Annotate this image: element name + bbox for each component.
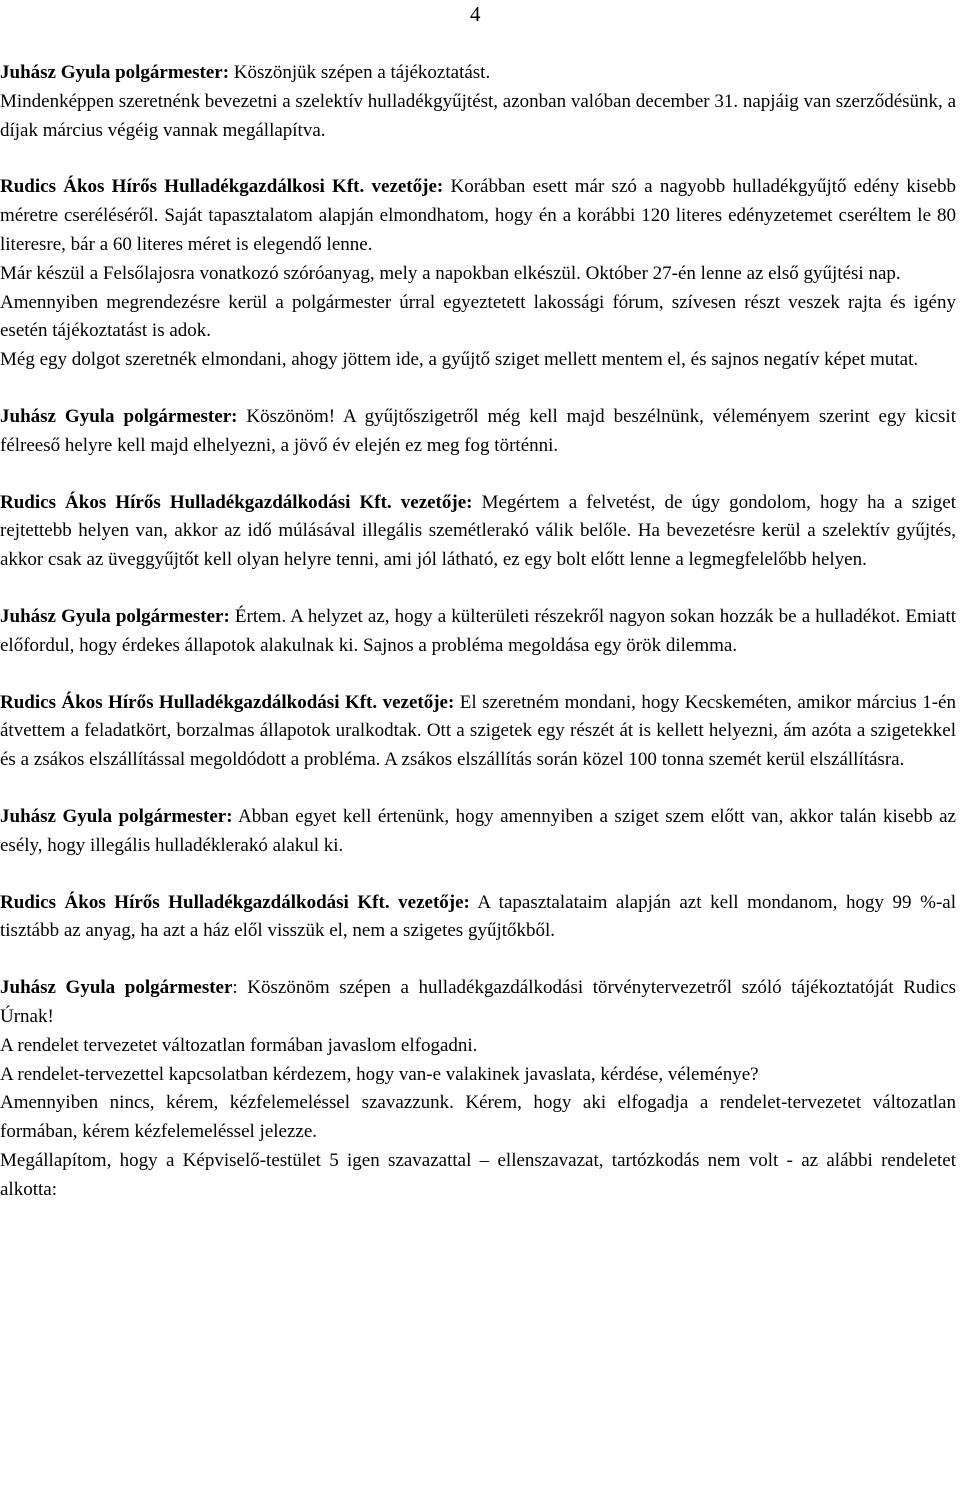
paragraph	[0, 974, 956, 1032]
paragraph	[0, 289, 956, 347]
paragraph-text: A rendelet-tervezettel kapcsolatban kérdezem, hogy van-e valakinek javaslata, kérdése, véleménye?	[0, 1063, 759, 1085]
paragraph	[0, 1147, 956, 1205]
paragraph	[0, 1032, 956, 1061]
paragraph-text: Abban egyet kell értenünk, hogy amennyiben a sziget szem előtt van, akkor talán kisebb az esély, hogy illegális hulladéklerakó alakul ki.	[0, 805, 956, 856]
paragraph-text: Még egy dolgot szeretnék elmondani, ahogy jöttem ide, a gyűjtő sziget mellett mentem el, és sajnos negatív képet mutat.	[0, 349, 919, 371]
paragraph	[0, 803, 956, 861]
speaker-name: Juhász Gyula polgármester:	[0, 62, 230, 83]
paragraph	[0, 59, 956, 88]
paragraph-text: : Köszönöm szépen a hulladékgazdálkodási törvénytervezetről szóló tájékoztatóját Rudics Úrnak!	[0, 977, 956, 1027]
paragraph-text: Köszönjük szépen a tájékoztatást.	[229, 62, 491, 83]
paragraph	[0, 403, 956, 461]
paragraph-text: Már készül a Felsőlajosra vonatkozó szóróanyag, mely a napokban elkészül. Október 27-én lenne az első gyűjtési nap.	[0, 262, 901, 284]
speaker-name: Rudics Ákos Hírős Hulladékgazdálkosi Kft. vezetője:	[0, 176, 444, 198]
paragraph	[0, 346, 956, 375]
document-body	[0, 59, 956, 1205]
speaker-name: Juhász Gyula polgármester:	[0, 805, 233, 827]
paragraph	[0, 1089, 956, 1147]
speaker-name: Rudics Ákos Hírős Hulladékgazdálkodási Kft. vezetője:	[0, 691, 455, 713]
paragraph-text: Amennyiben megrendezésre kerül a polgármester úrral egyeztetett lakossági fórum, szívesen részt veszek rajta és igény esetén tájékoztatást is adok.	[0, 291, 956, 342]
paragraph-text: Köszönöm! A gyűjtőszigetről még kell majd beszélnünk, véleményem szerint egy kicsit félreeső helyre kell majd elhelyezni, a jövő év elején ez meg fog történni.	[0, 405, 956, 456]
page-number: 4	[470, 2, 481, 26]
paragraph	[0, 689, 956, 775]
speaker-name: Juhász Gyula polgármester:	[0, 405, 238, 427]
paragraph	[0, 889, 956, 947]
paragraph	[0, 489, 956, 575]
speaker-name: Rudics Ákos Hírős Hulladékgazdálkodási Kft. vezetője:	[0, 491, 473, 513]
paragraph	[0, 260, 956, 289]
paragraph-text: A tapasztalataim alapján azt kell mondanom, hogy 99 %-al tisztább az anyag, ha azt a ház elől visszük el, nem a szigetes gyűjtőkből.	[0, 891, 957, 942]
speaker-name: Rudics Ákos Hírős Hulladékgazdálkodási Kft. vezetője:	[0, 891, 470, 913]
paragraph	[0, 173, 956, 259]
paragraph	[0, 1061, 956, 1090]
paragraph-text: A rendelet tervezetet változatlan formában javaslom elfogadni.	[0, 1034, 478, 1056]
paragraph	[0, 603, 956, 661]
paragraph-text: Megállapítom, hogy a Képviselő-testület 5 igen szavazattal – ellenszavazat, tartózkodás nem volt - az alábbi rendeletet alkotta:	[0, 1149, 956, 1200]
paragraph-text: Korábban esett már szó a nagyobb hulladékgyűjtő edény kisebb méretre cseréléséről. Saját tapasztalatom alapján elmondhatom, hogy én a korábbi 120 literes edényzetemet cseréltem le 80 literesre, bár a 60 literes méret is elegendő lenne.	[0, 176, 957, 255]
speaker-name: Juhász Gyula polgármester	[0, 977, 233, 999]
speaker-name: Juhász Gyula polgármester:	[0, 605, 230, 627]
paragraph-text: Mindenképpen szeretnénk bevezetni a szelektív hulladékgyűjtést, azonban valóban december 31. napjáig van szerződésünk, a díjak március végéig vannak megállapítva.	[0, 90, 956, 141]
paragraph-text: Amennyiben nincs, kérem, kézfelemeléssel szavazzunk. Kérem, hogy aki elfogadja a rendelet-tervezetet változatlan formában, kérem kézfelemeléssel jelezze.	[0, 1092, 956, 1143]
paragraph-text: Értem. A helyzet az, hogy a külterületi részekről nagyon sokan hozzák be a hulladékot. Emiatt előfordul, hogy érdekes állapotok alakulnak ki. Sajnos a probléma megoldása egy örök dilemma.	[0, 605, 956, 656]
paragraph-text: Megértem a felvetést, de úgy gondolom, hogy ha a sziget rejtettebb helyen van, akkor az idő múlásával illegális szemétlerakó válik belőle. Ha bevezetésre kerül a szelektív gyűjtés, akkor csak az üveggyűjtőt kell olyan helyre tenni, ami jól látható, ez egy bolt előtt lenne a legmegfelelőbb helyen.	[0, 491, 957, 571]
paragraph-text: El szeretném mondani, hogy Kecskeméten, amikor március 1-én átvettem a feladatkört, borzalmas állapotok uralkodtak. Ott a szigetek egy részét át is kellett helyezni, ám azóta a szigetekkel és a zsákos elszállítással megoldódott a probléma. A zsákos elszállítás során közel 100 tonna szemét kerül elszállításra.	[0, 691, 956, 771]
paragraph	[0, 88, 956, 146]
